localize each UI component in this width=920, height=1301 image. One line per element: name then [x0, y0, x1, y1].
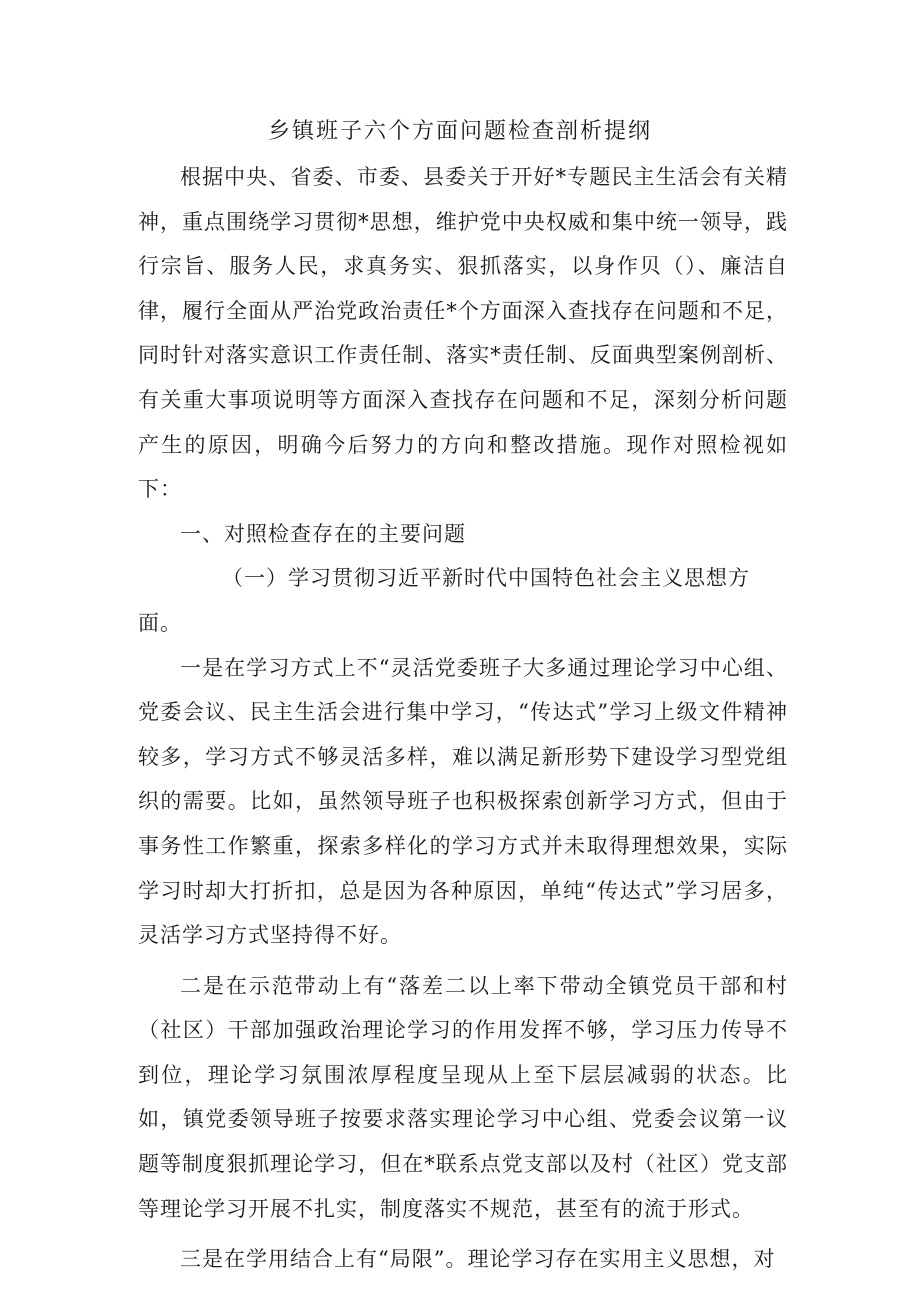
document-title: 乡镇班子六个方面问题检查剖析提纲 [267, 119, 652, 144]
point-paragraph-3: 三是在学用结合上有“局限”。理论学习存在实用主义思想，对 [180, 1247, 776, 1272]
subsection-heading: （一）学习贯彻习近平新时代中国特色社会主义思想方面。 [138, 566, 750, 635]
intro-paragraph: 根据中央、省委、市委、县委关于开好*专题民主生活会有关精神，重点围绕学习贯彻*思想，维护党中央权威和集中统一领导，践行宗旨、服务人民，求真务实、狠抓落实，以身作贝（）、廉洁自律，履行全面从严治党政治责任*个方面深入查找存在问题和不足，同时针对落实意识工作责任制、落实*责任制、反面典型案例剖析、有关重大事项说明等方面深入查找存在问题和不足，深刻分析问题产生的原因，明确今后努力的方向和整改措施。现作对照检视如下： [138, 165, 788, 502]
point-paragraph-1: 一是在学习方式上不“灵活党委班子大多通过理论学习中心组、党委会议、民主生活会进行集中学习，“传达式”学习上级文件精神较多，学习方式不够灵活多样，难以满足新形势下建设学习型党组织的需要。比如，虽然领导班子也积极探索创新学习方式，但由于事务性工作繁重，探索多样化的学习方式并未取得理想效果，实际学习时却大打折扣，总是因为各种原因，单纯“传达式”学习居多，灵活学习方式坚持得不好。 [138, 655, 788, 948]
section-heading: 一、对照检查存在的主要问题 [180, 521, 466, 546]
document-body [138, 155, 788, 1282]
point-paragraph-2: 二是在示范带动上有“落差二以上率下带动全镇党员干部和村（社区）干部加强政治理论学习的作用发挥不够，学习压力传导不到位，理论学习氛围浓厚程度呈现从上至下层层减弱的状态。比如，镇党委领导班子按要求落实理论学习中心组、党委会议第一议题等制度狠抓理论学习，但在*联系点党支部以及村（社区）党支部等理论学习开展不扎实，制度落实不规范，甚至有的流于形式。 [138, 973, 788, 1221]
